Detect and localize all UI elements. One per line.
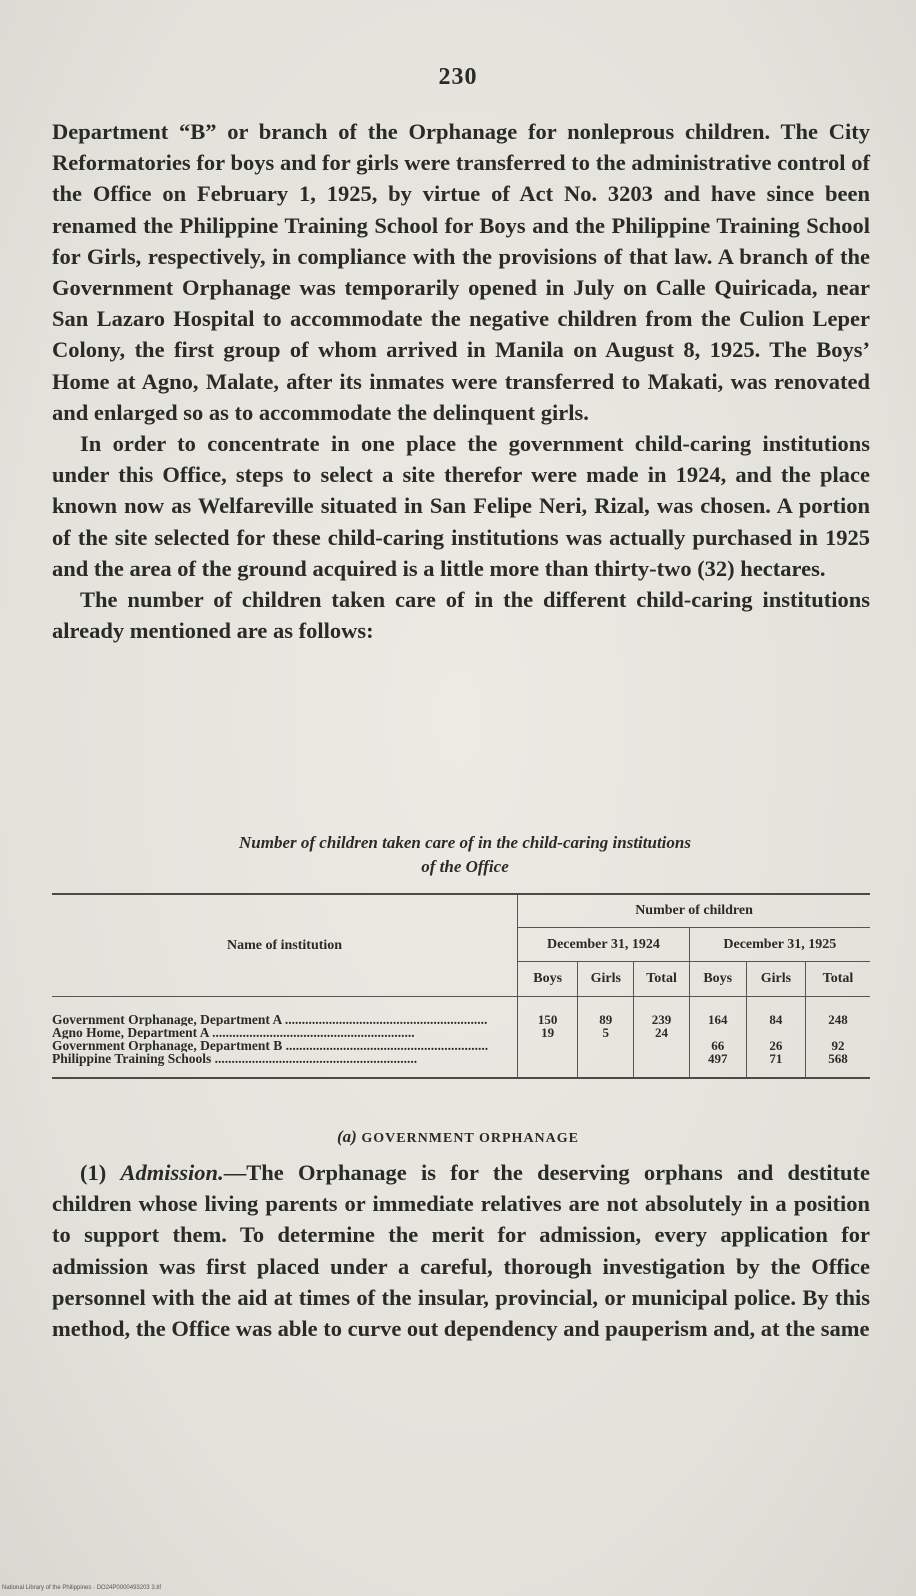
header-boys-1925: Boys xyxy=(689,962,746,997)
header-institution-name: Name of institution xyxy=(52,895,518,997)
cell-total-1925: 248 xyxy=(828,1012,848,1027)
table-row xyxy=(52,1039,870,1052)
table-row xyxy=(52,1026,870,1039)
table-caption-line-2: of the Office xyxy=(421,857,509,876)
table-row xyxy=(52,997,870,1027)
header-boys-1924: Boys xyxy=(518,962,578,997)
table-caption xyxy=(60,831,870,879)
cell-girls-1924 xyxy=(578,1052,634,1077)
cell-boys-1924 xyxy=(518,1052,578,1077)
table-bottom-rule xyxy=(52,1077,870,1079)
paragraph-2: In order to concentrate in one place the government child-caring institutions under this Office, steps to select a site therefor were made in 1924, and the place known now as Welfareville situated in San Felipe Neri, Rizal, was chosen. A portion of the site selected for these child-caring institutions was actually purchased in 1925 and the area of the ground acquired is a little more than thirty-two (32) hectares. xyxy=(52,431,870,581)
paragraph-heading: Admission. xyxy=(120,1160,224,1185)
cell-total-1924: 239 xyxy=(634,997,689,1027)
header-total-1924: Total xyxy=(634,962,689,997)
paragraph-text: —The Orphanage is for the deserving orphans and destitute children whose living parents or immediate relatives are not absolutely in a position to support them. To determine the merit for admission, every application for admission was first placed under a careful, thorough investigation by the Office personnel with the aid at times of the insular, provincial, or municipal police. By this method, the Office was able to curve out dependency and pauperism and, at the same xyxy=(52,1160,871,1342)
table-caption-line-1: Number of children taken care of in the child-caring institutions xyxy=(239,833,691,852)
section-label: (a) xyxy=(336,1127,357,1146)
header-number-of-children: Number of children xyxy=(518,895,870,928)
cell-girls-1925: 26 xyxy=(746,1039,805,1052)
cell-boys-1925: 66 xyxy=(689,1039,746,1052)
cell-girls-1924 xyxy=(578,1039,634,1052)
cell-girls-1925: 71 xyxy=(746,1052,805,1077)
children-table xyxy=(52,893,870,1079)
row-name: Government Orphanage, Department B ............................................................ xyxy=(52,1039,518,1052)
cell-total-1924 xyxy=(634,1052,689,1077)
body-text-top xyxy=(52,116,870,646)
header-date-1925: December 31, 1925 xyxy=(689,928,870,962)
header-total-1925: Total xyxy=(805,962,870,997)
cell-girls-1924: 5 xyxy=(578,1026,634,1039)
section-title: GOVERNMENT ORPHANAGE xyxy=(361,1131,580,1146)
cell-total-1924: 24 xyxy=(634,1026,689,1039)
paragraph-1: Department “B” or branch of the Orphanage for nonleprous children. The City Reformatories for boys and for girls were transferred to the administrative control of the Office on February 1, 1925, by virtue of Act No. 3203 and have since been renamed the Philippine Training School for Boys and the Philippine Training School for Girls, respectively, in compliance with the provisions of that law. A branch of the Government Orphanage was temporarily opened in July on Calle Quiricada, near San Lazaro Hospital to accommodate the negative children from the Culion Leper Colony, the first group of whom arrived in Manila on August 8, 1925. The Boys’ Home at Agno, Malate, after its inmates were transferred to Makati, was renovated and enlarged so as to accommodate the delinquent girls. xyxy=(52,119,870,425)
cell-total-1925: 92 xyxy=(831,1038,845,1053)
header-date-1924: December 31, 1924 xyxy=(518,928,690,962)
table-row xyxy=(52,1052,870,1077)
header-girls-1924: Girls xyxy=(578,962,634,997)
row-name: Philippine Training Schools ............................................................ xyxy=(52,1052,518,1077)
cell-total-1925: 568 xyxy=(828,1051,848,1066)
scan-footer: National Library of the Philippines · DO24P0000493203 3.tif xyxy=(2,1585,162,1591)
cell-boys-1925: 497 xyxy=(689,1052,746,1077)
cell-boys-1924: 150 xyxy=(518,997,578,1027)
body-text-bottom xyxy=(52,1157,870,1344)
section-heading xyxy=(0,1127,916,1147)
cell-total-1924 xyxy=(634,1039,689,1052)
row-name: Government Orphanage, Department A ............................................................ xyxy=(52,997,518,1027)
cell-boys-1924 xyxy=(518,1039,578,1052)
page-number: 230 xyxy=(438,64,478,90)
paragraph-admission xyxy=(52,1157,870,1344)
cell-girls-1925: 84 xyxy=(746,997,805,1027)
cell-girls-1924: 89 xyxy=(578,997,634,1027)
cell-boys-1924: 19 xyxy=(518,1026,578,1039)
header-girls-1925: Girls xyxy=(746,962,805,997)
cell-boys-1925: 164 xyxy=(689,997,746,1027)
row-name: Agno Home, Department A ............................................................ xyxy=(52,1026,518,1039)
paragraph-number: (1) xyxy=(80,1160,107,1185)
paragraph-3: The number of children taken care of in the different child-caring institutions already mentioned are as follows: xyxy=(52,587,870,644)
